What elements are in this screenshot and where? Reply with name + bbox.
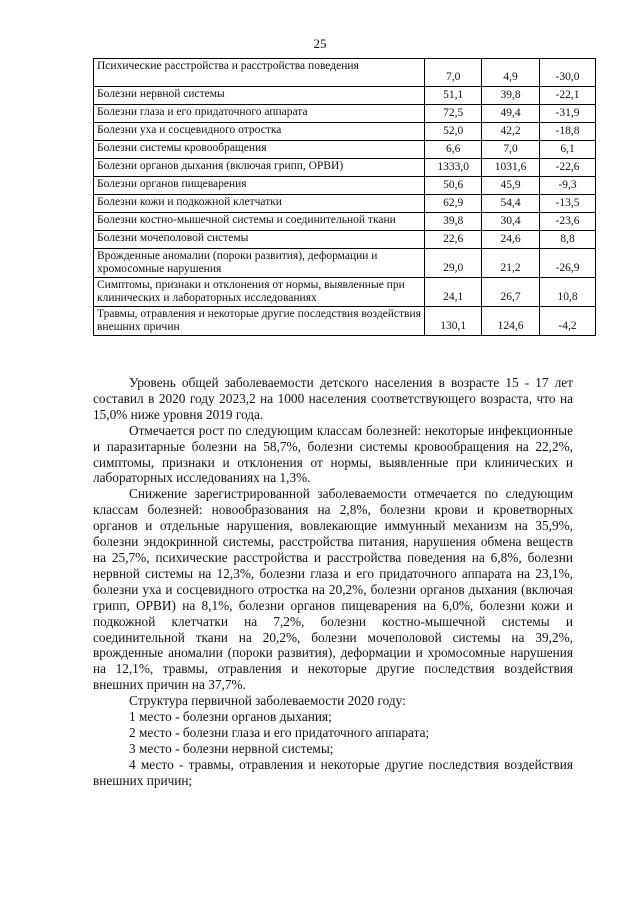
value-2019-cell: 22,6: [425, 231, 482, 249]
table-row: [94, 231, 596, 249]
list-item: 3 место - болезни нервной системы;: [129, 740, 334, 756]
value-2020-cell: 42,2: [482, 123, 540, 141]
value-2020-cell: 4,9: [482, 59, 540, 87]
value-2020-cell: 45,9: [482, 177, 540, 195]
change-percent-cell: -18,8: [540, 123, 596, 141]
change-percent-cell: -30,0: [540, 59, 596, 87]
value-2019-cell: 72,5: [425, 105, 482, 123]
value-2019-cell: 62,9: [425, 195, 482, 213]
disease-class-cell: Болезни органов дыхания (включая грипп, ОРВИ): [94, 159, 425, 177]
table-row: [94, 278, 596, 307]
disease-class-cell: Болезни костно-мышечной системы и соединительной ткани: [94, 213, 425, 231]
disease-class-cell: Болезни органов пищеварения: [94, 177, 425, 195]
value-2020-cell: 21,2: [482, 249, 540, 278]
disease-class-cell: Болезни уха и сосцевидного отростка: [94, 123, 425, 141]
value-2020-cell: 7,0: [482, 141, 540, 159]
change-percent-cell: 6,1: [540, 141, 596, 159]
table-row: [94, 59, 596, 87]
value-2020-cell: 24,6: [482, 231, 540, 249]
change-percent-cell: -9,3: [540, 177, 596, 195]
change-percent-cell: -22,1: [540, 87, 596, 105]
value-2019-cell: 29,0: [425, 249, 482, 278]
value-2019-cell: 6,6: [425, 141, 482, 159]
value-2019-cell: 39,8: [425, 213, 482, 231]
disease-class-cell: Психические расстройства и расстройства поведения: [94, 59, 425, 87]
value-2019-cell: 51,1: [425, 87, 482, 105]
table-row: [94, 307, 596, 336]
value-2020-cell: 1031,6: [482, 159, 540, 177]
disease-class-cell: Симптомы, признаки и отклонения от нормы, выявленные при клинических и лабораторных исследованиях: [94, 278, 425, 307]
disease-class-cell: Болезни глаза и его придаточного аппарата: [94, 105, 425, 123]
disease-class-cell: Травмы, отравления и некоторые другие последствия воздействия внешних причин: [94, 307, 425, 336]
list-item: 4 место - травмы, отравления и некоторые другие последствия воздействия внешних причин;: [93, 756, 573, 788]
change-percent-cell: 10,8: [540, 278, 596, 307]
paragraph-structure-heading: Структура первичной заболеваемости 2020 году:: [129, 693, 406, 709]
value-2019-cell: 130,1: [425, 307, 482, 336]
value-2019-cell: 52,0: [425, 123, 482, 141]
morbidity-table: [93, 58, 596, 336]
disease-class-cell: Болезни системы кровообращения: [94, 141, 425, 159]
value-2020-cell: 124,6: [482, 307, 540, 336]
body-text: [93, 375, 573, 789]
paragraph-decline: Снижение зарегистрированной заболеваемости отмечается по следующим классам болезней: новообразования на 2,8%, болезни крови и кроветворных органов и отдельные нарушения, вовлекающие иммунный механизм на 35,9%, болезни эндокринной системы, расстройства питания, нарушения обмена веществ на 25,7%, психические расстройства и расстройства поведения на 6,8%, болезни нервной системы на 12,3%, болезни глаза и его придаточного аппарата на 23,1%, болезни уха и сосцевидного отростка на 20,2%, болезни органов дыхания (включая грипп, ОРВИ) на 8,1%, болезни органов пищеварения на 6,0%, болезни кожи и подкожной клетчатки на 7,2%, болезни костно-мышечной системы и соединительной ткани на 20,2%, болезни мочеполовой системы на 39,2%, врожденные аномалии (пороки развития), деформации и хромосомные нарушения на 12,1%, травмы, отравления и некоторые другие последствия воздействия внешних причин на 37,7%.: [93, 486, 573, 693]
paragraph-overall-morbidity: Уровень общей заболеваемости детского населения в возрасте 15 - 17 лет составил в 2020 году 2023,2 на 1000 населения соответствующего возраста, что на 15,0% ниже уровня 2019 года.: [93, 375, 573, 422]
value-2019-cell: 1333,0: [425, 159, 482, 177]
table-row: [94, 249, 596, 278]
disease-class-cell: Болезни мочеполовой системы: [94, 231, 425, 249]
list-item: 1 место - болезни органов дыхания;: [129, 709, 332, 725]
table-row: [94, 177, 596, 195]
value-2019-cell: 7,0: [425, 59, 482, 87]
page-number: 25: [313, 36, 327, 51]
change-percent-cell: -23,6: [540, 213, 596, 231]
list-item: 2 место - болезни глаза и его придаточного аппарата;: [129, 724, 430, 740]
table-row: [94, 141, 596, 159]
disease-class-cell: Болезни кожи и подкожной клетчатки: [94, 195, 425, 213]
change-percent-cell: -26,9: [540, 249, 596, 278]
table-row: [94, 87, 596, 105]
value-2020-cell: 26,7: [482, 278, 540, 307]
table-row: [94, 105, 596, 123]
table-row: [94, 123, 596, 141]
value-2020-cell: 54,4: [482, 195, 540, 213]
table-row: [94, 213, 596, 231]
change-percent-cell: -13,5: [540, 195, 596, 213]
paragraph-growth: Отмечается рост по следующим классам болезней: некоторые инфекционные и паразитарные болезни на 58,7%, болезни системы кровообращения на 22,2%, симптомы, признаки и отклонения от нормы, выявленные при клинических и лабораторных исследованиях на 1,3%.: [93, 422, 573, 486]
value-2020-cell: 39,8: [482, 87, 540, 105]
value-2019-cell: 50,6: [425, 177, 482, 195]
change-percent-cell: -31,9: [540, 105, 596, 123]
change-percent-cell: -4,2: [540, 307, 596, 336]
change-percent-cell: 8,8: [540, 231, 596, 249]
table-body: [94, 59, 596, 336]
table-row: [94, 195, 596, 213]
disease-class-cell: Врожденные аномалии (пороки развития), деформации и хромосомные нарушения: [94, 249, 425, 278]
value-2020-cell: 49,4: [482, 105, 540, 123]
value-2020-cell: 30,4: [482, 213, 540, 231]
change-percent-cell: -22,6: [540, 159, 596, 177]
table-row: [94, 159, 596, 177]
value-2019-cell: 24,1: [425, 278, 482, 307]
disease-class-cell: Болезни нервной системы: [94, 87, 425, 105]
